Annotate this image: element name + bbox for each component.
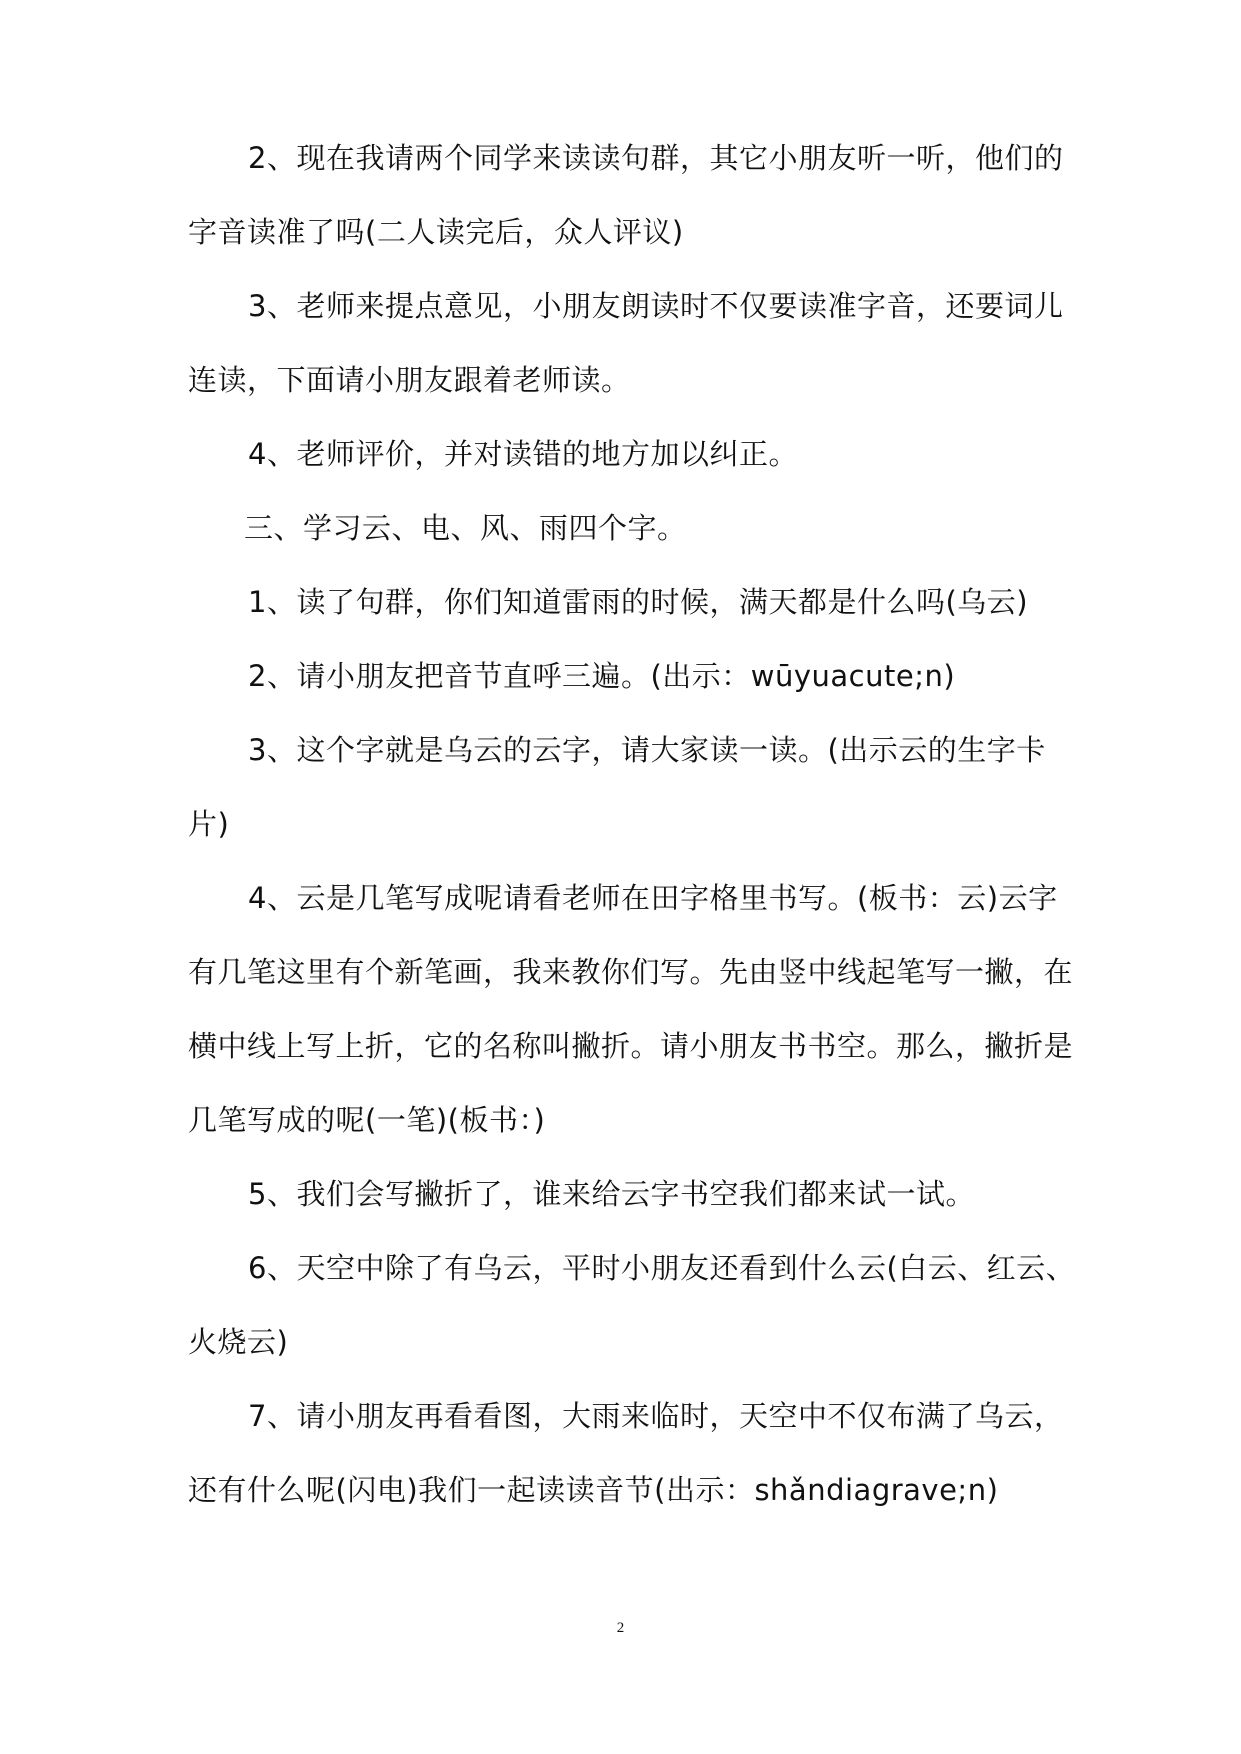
paragraph-line: 6、天空中除了有乌云，平时小朋友还看到什么云(白云、红云、 bbox=[248, 1251, 1076, 1285]
paragraph-line: 有几笔这里有个新笔画，我来教你们写。先由竖中线起笔写一撇，在 bbox=[188, 955, 1074, 989]
paragraph-line: 片) bbox=[188, 807, 230, 841]
paragraph-line: 2、请小朋友把音节直呼三遍。(出示：wūyuacute;n) bbox=[248, 659, 956, 693]
paragraph-line: 3、这个字就是乌云的云字，请大家读一读。(出示云的生字卡 bbox=[248, 733, 1046, 767]
paragraph-line: 连读，下面请小朋友跟着老师读。 bbox=[188, 363, 631, 397]
paragraph-line: 7、请小朋友再看看图，大雨来临时，天空中不仅布满了乌云， bbox=[248, 1399, 1064, 1433]
page-number: 2 bbox=[616, 1620, 625, 1636]
paragraph-line: 横中线上写上折，它的名称叫撇折。请小朋友书书空。那么，撇折是 bbox=[188, 1029, 1074, 1063]
paragraph-line: 2、现在我请两个同学来读读句群，其它小朋友听一听，他们的 bbox=[248, 141, 1064, 175]
paragraph-line: 几笔写成的呢(一笔)(板书：) bbox=[188, 1103, 546, 1137]
paragraph-line: 字音读准了吗(二人读完后，众人评议) bbox=[188, 215, 684, 249]
paragraph-line: 1、读了句群，你们知道雷雨的时候，满天都是什么吗(乌云) bbox=[248, 585, 1029, 619]
paragraph-line: 4、云是几笔写成呢请看老师在田字格里书写。(板书：云)云字 bbox=[248, 881, 1058, 915]
section-heading: 三、学习云、电、风、雨四个字。 bbox=[244, 511, 687, 545]
paragraph-line: 5、我们会写撇折了，谁来给云字书空我们都来试一试。 bbox=[248, 1177, 975, 1211]
paragraph-line: 3、老师来提点意见，小朋友朗读时不仅要读准字音，还要词儿 bbox=[248, 289, 1064, 323]
paragraph-line: 还有什么呢(闪电)我们一起读读音节(出示：shǎndiagrave;n) bbox=[188, 1473, 999, 1507]
paragraph-line: 4、老师评价，并对读错的地方加以纠正。 bbox=[248, 437, 798, 471]
paragraph-line: 火烧云) bbox=[188, 1325, 289, 1359]
